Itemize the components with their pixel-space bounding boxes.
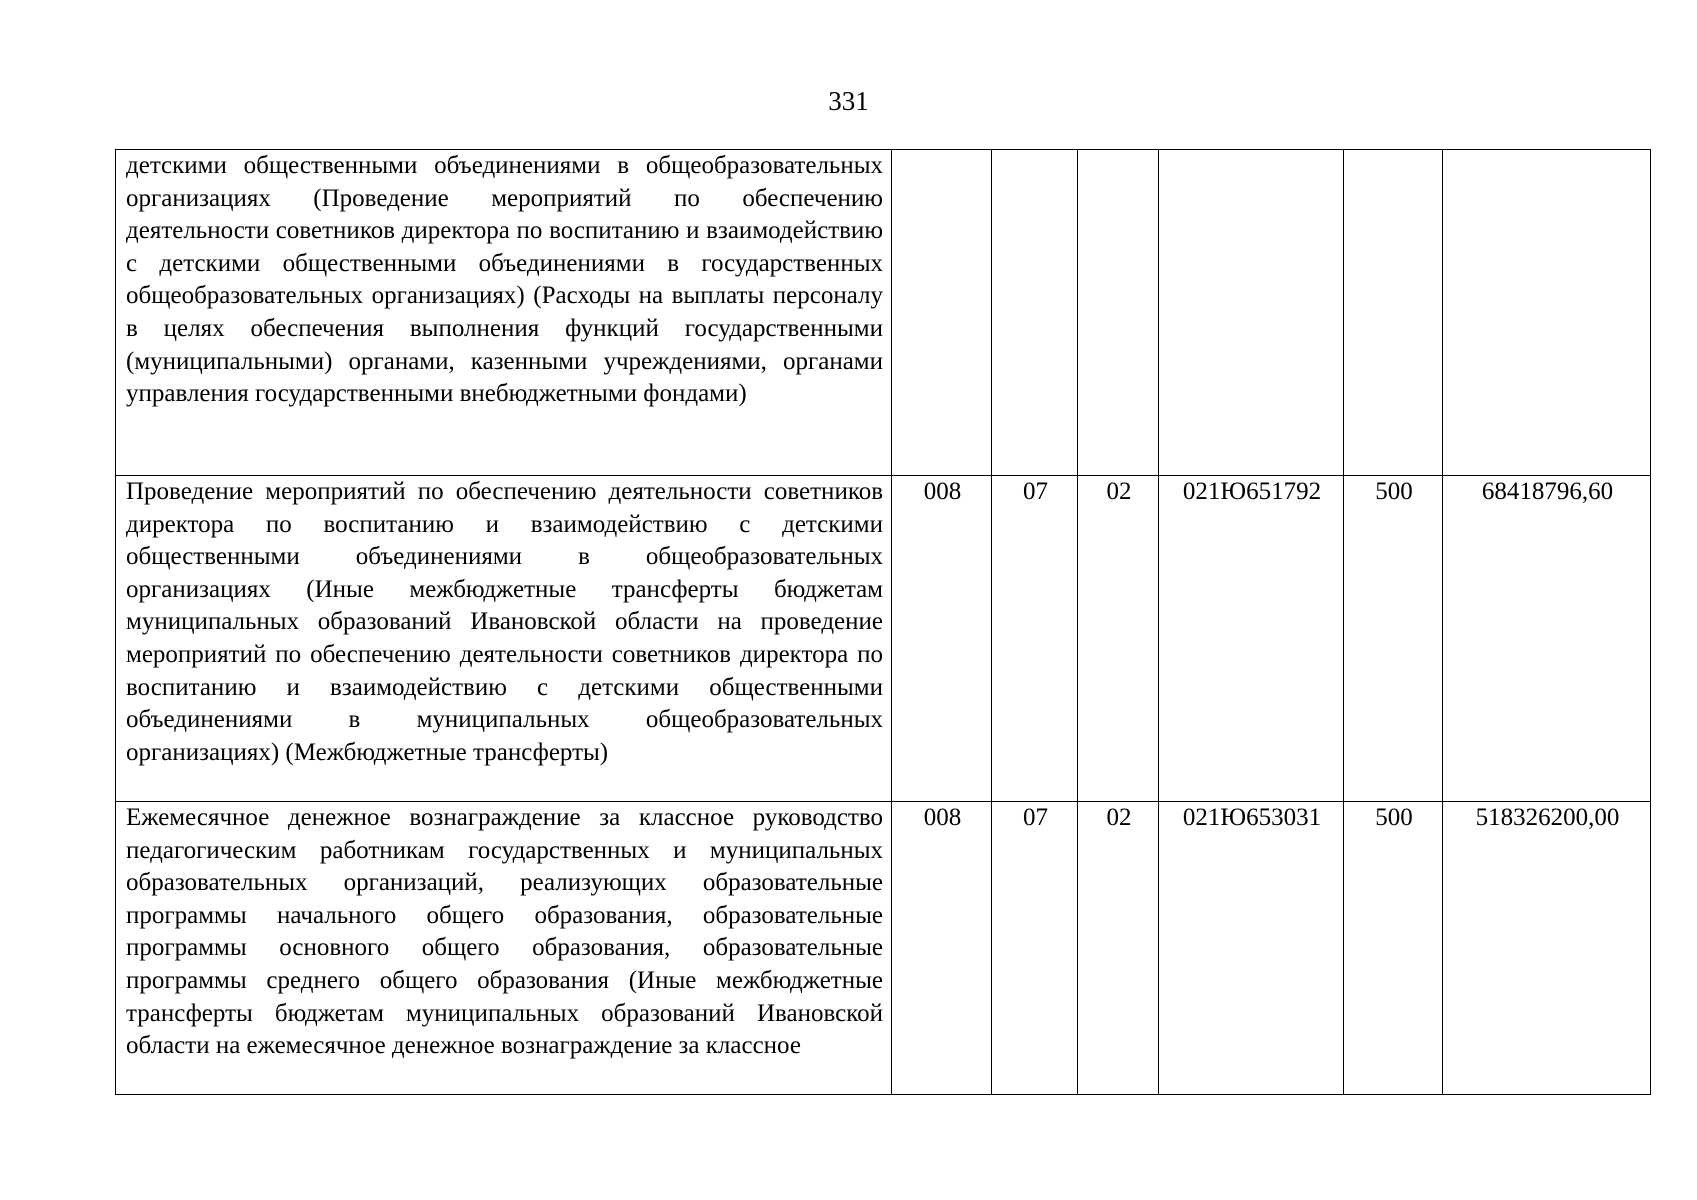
- description-cell: [116, 150, 892, 476]
- description-cell: [116, 802, 892, 1095]
- amount-cell: [1443, 150, 1651, 476]
- section-cell: 07: [992, 802, 1078, 1095]
- section-cell: 07: [992, 476, 1078, 802]
- description-text: детскими общественными объединениями в общеобразовательных организациях (Проведение мероприятий по обеспечению деятельности советников директора по воспитанию и взаимодействию с детскими общественными объединениями в государственных общеобразовательных организациях) (Расходы на выплаты персоналу в целях обеспечения выполнения функций государственными (муниципальными) органами, казенными учреждениями, органами управления государственными внебюджетными фондами): [126, 152, 883, 408]
- amount-cell: 518326200,00: [1443, 802, 1651, 1095]
- table-row: [116, 150, 1651, 476]
- description-cell: [116, 476, 892, 802]
- ministry-code-cell: 008: [892, 802, 992, 1095]
- expense-type-cell: [1344, 150, 1443, 476]
- description-text: Ежемесячное денежное вознаграждение за классное руководство педагогическим работникам государственных и муниципальных образовательных организаций, реализующих образовательные программы начального общего образования, образовательные программы основного общего образования, образовательные программы среднего общего образования (Иные межбюджетные трансферты бюджетам муниципальных образований Ивановской области на ежемесячное денежное вознаграждение за классное: [126, 804, 883, 1060]
- target-article-cell: [1159, 150, 1344, 476]
- expense-type-cell: 500: [1344, 802, 1443, 1095]
- description-text: Проведение мероприятий по обеспечению деятельности советников директора по воспитанию и взаимодействию с детскими общественными объединениями в общеобразовательных организациях (Иные межбюджетные трансферты бюджетам муниципальных образований Ивановской области на проведение мероприятий по обеспечению деятельности советников директора по воспитанию и взаимодействию с детскими общественными объединениями в муниципальных общеобразовательных организациях) (Межбюджетные трансферты): [126, 478, 883, 766]
- amount-cell: 68418796,60: [1443, 476, 1651, 802]
- table-row: [116, 802, 1651, 1095]
- target-article-cell: 021Ю653031: [1159, 802, 1344, 1095]
- subsection-cell: [1078, 150, 1159, 476]
- table-row: [116, 476, 1651, 802]
- page-number: 331: [828, 86, 869, 116]
- target-article-cell: 021Ю651792: [1159, 476, 1344, 802]
- subsection-cell: 02: [1078, 476, 1159, 802]
- subsection-cell: 02: [1078, 802, 1159, 1095]
- section-cell: [992, 150, 1078, 476]
- ministry-code-cell: 008: [892, 476, 992, 802]
- budget-table: [115, 149, 1651, 1095]
- expense-type-cell: 500: [1344, 476, 1443, 802]
- ministry-code-cell: [892, 150, 992, 476]
